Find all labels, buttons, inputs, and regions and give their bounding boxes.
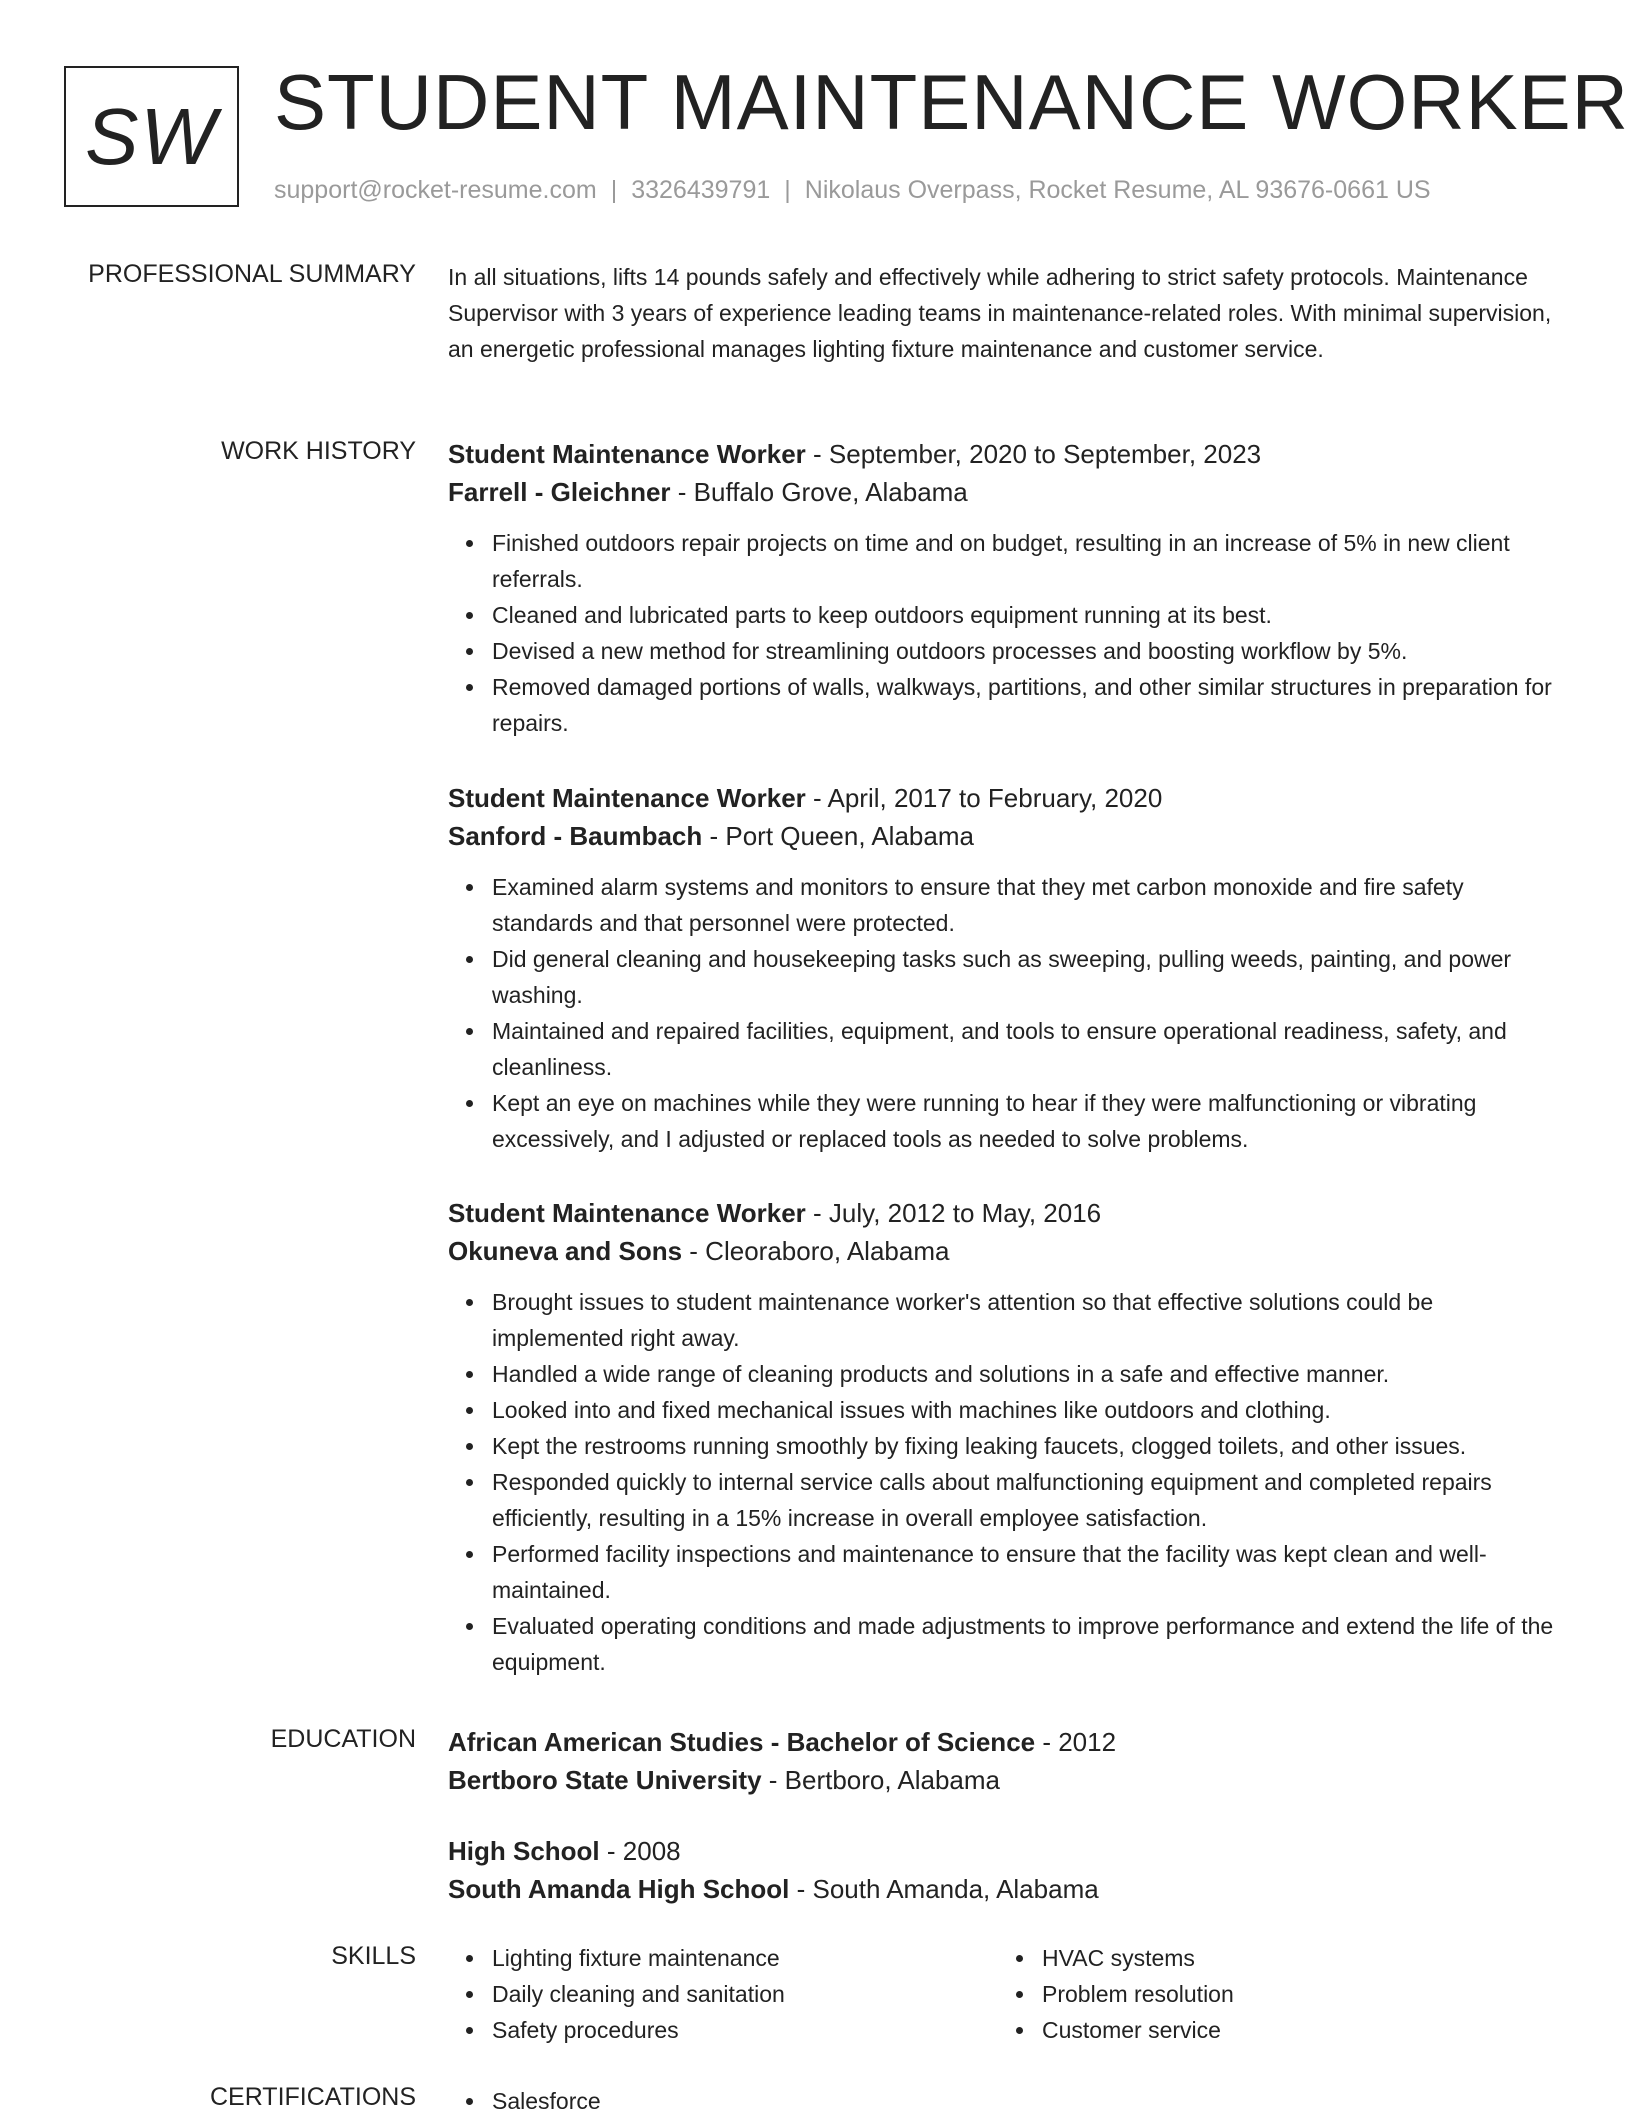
job-bullets: [448, 525, 1560, 741]
job-company-line: [448, 473, 1560, 511]
degree-line: [448, 1832, 1560, 1870]
job-bullet: Kept an eye on machines while they were running to hear if they were malfunctioning or vibrating excessively, and I adjusted or replaced tools as needed to solve problems.: [492, 1085, 1560, 1157]
job-bullet: Examined alarm systems and monitors to ensure that they met carbon monoxide and fire safety standards and that personnel were protected.: [492, 869, 1560, 941]
school-name: South Amanda High School: [448, 1874, 790, 1904]
skill-item: HVAC systems: [1042, 1940, 1562, 1976]
school-name: Bertboro State University: [448, 1765, 762, 1795]
resume-name: STUDENT MAINTENANCE WORKER: [274, 58, 1629, 146]
job-location: - Buffalo Grove, Alabama: [670, 477, 968, 507]
skill-item: Problem resolution: [1042, 1976, 1562, 2012]
contact-line: [274, 176, 1431, 205]
job-entry: [448, 435, 1560, 741]
job-location: - Port Queen, Alabama: [702, 821, 974, 851]
skills-section: [448, 1940, 1560, 2050]
certifications-list: [448, 2083, 1560, 2119]
job-title: Student Maintenance Worker: [448, 783, 806, 813]
job-bullet: Devised a new method for streamlining outdoors processes and boosting workflow by 5%.: [492, 633, 1560, 669]
contact-separator: |: [784, 176, 791, 204]
section-label-education: EDUCATION: [270, 1725, 416, 1753]
job-bullet: Performed facility inspections and maintenance to ensure that the facility was kept clean and well-maintained.: [492, 1536, 1560, 1608]
contact-separator: |: [610, 176, 618, 204]
certification-item: Salesforce: [492, 2083, 1560, 2119]
job-company-line: [448, 1232, 1560, 1270]
skill-item: Safety procedures: [492, 2012, 1012, 2048]
skill-item: Customer service: [1042, 2012, 1562, 2048]
job-entry: [448, 779, 1560, 1157]
school-location: - South Amanda, Alabama: [789, 1874, 1099, 1904]
contact-phone[interactable]: 3326439791: [631, 176, 771, 204]
summary-text: In all situations, lifts 14 pounds safely and effectively while adhering to strict safety protocols. Maintenance Supervisor with 3 years of experience leading teams in maintenance-related roles. With minimal supervision, an energetic professional manages lighting fixture maintenance and customer service.: [448, 264, 1552, 362]
education-entry: [448, 1832, 1560, 1908]
job-dates: - September, 2020 to September, 2023: [805, 439, 1262, 469]
job-bullet: Handled a wide range of cleaning products and solutions in a safe and effective manner.: [492, 1356, 1560, 1392]
job-company: Farrell - Gleichner: [448, 477, 671, 507]
skills-list-left: [448, 1940, 1012, 2048]
job-bullets: [448, 869, 1560, 1157]
contact-address: Nikolaus Overpass, Rocket Resume, AL 93676-0661 US: [804, 176, 1431, 204]
monogram-badge: [64, 66, 239, 207]
job-dates: - April, 2017 to February, 2020: [805, 783, 1163, 813]
job-title-line: [448, 779, 1560, 817]
job-bullet: Evaluated operating conditions and made adjustments to improve performance and extend the life of the equipment.: [492, 1608, 1560, 1680]
job-bullet: Brought issues to student maintenance worker's attention so that effective solutions could be implemented right away.: [492, 1284, 1560, 1356]
job-company: Okuneva and Sons: [448, 1236, 683, 1266]
section-label-certifications: CERTIFICATIONS: [209, 2083, 416, 2111]
job-title-line: [448, 1194, 1560, 1232]
degree-year: - 2012: [1035, 1727, 1117, 1757]
job-bullet: Did general cleaning and housekeeping tasks such as sweeping, pulling weeds, painting, and power washing.: [492, 941, 1560, 1013]
monogram-initials: SW: [85, 91, 218, 181]
school-location: - Bertboro, Alabama: [761, 1765, 1000, 1795]
job-title: Student Maintenance Worker: [448, 1198, 806, 1228]
section-label-skills: SKILLS: [331, 1942, 416, 1970]
degree-line: [448, 1723, 1560, 1761]
job-dates: - July, 2012 to May, 2016: [805, 1198, 1102, 1228]
job-location: - Cleoraboro, Alabama: [682, 1236, 950, 1266]
section-label-work: WORK HISTORY: [221, 437, 416, 465]
job-bullet: Removed damaged portions of walls, walkways, partitions, and other similar structures in preparation for repairs.: [492, 669, 1560, 741]
job-company-line: [448, 817, 1560, 855]
job-title: Student Maintenance Worker: [448, 439, 806, 469]
school-line: [448, 1761, 1560, 1799]
skills-list-right: [998, 1940, 1562, 2048]
skill-item: Daily cleaning and sanitation: [492, 1976, 1012, 2012]
job-bullets: [448, 1284, 1560, 1680]
job-title-line: [448, 435, 1560, 473]
job-bullet: Responded quickly to internal service calls about malfunctioning equipment and completed repairs efficiently, resulting in a 15% increase in overall employee satisfaction.: [492, 1464, 1560, 1536]
job-company: Sanford - Baumbach: [448, 821, 703, 851]
job-bullet: Looked into and fixed mechanical issues with machines like outdoors and clothing.: [492, 1392, 1560, 1428]
skill-item: Lighting fixture maintenance: [492, 1940, 1012, 1976]
degree-year: - 2008: [599, 1836, 681, 1866]
summary-section: [448, 259, 1560, 367]
job-bullet: Kept the restrooms running smoothly by fixing leaking faucets, clogged toilets, and other issues.: [492, 1428, 1560, 1464]
job-bullet: Finished outdoors repair projects on time and on budget, resulting in an increase of 5% in new client referrals.: [492, 525, 1560, 597]
education-entry: [448, 1723, 1560, 1799]
job-entry: [448, 1194, 1560, 1680]
contact-email[interactable]: support@rocket-resume.com: [274, 176, 597, 204]
job-bullet: Maintained and repaired facilities, equipment, and tools to ensure operational readiness, safety, and cleanliness.: [492, 1013, 1560, 1085]
job-bullet: Cleaned and lubricated parts to keep outdoors equipment running at its best.: [492, 597, 1560, 633]
degree-name: High School: [448, 1836, 600, 1866]
school-line: [448, 1870, 1560, 1908]
degree-name: African American Studies - Bachelor of Science: [448, 1727, 1036, 1757]
section-label-summary: PROFESSIONAL SUMMARY: [88, 260, 416, 288]
